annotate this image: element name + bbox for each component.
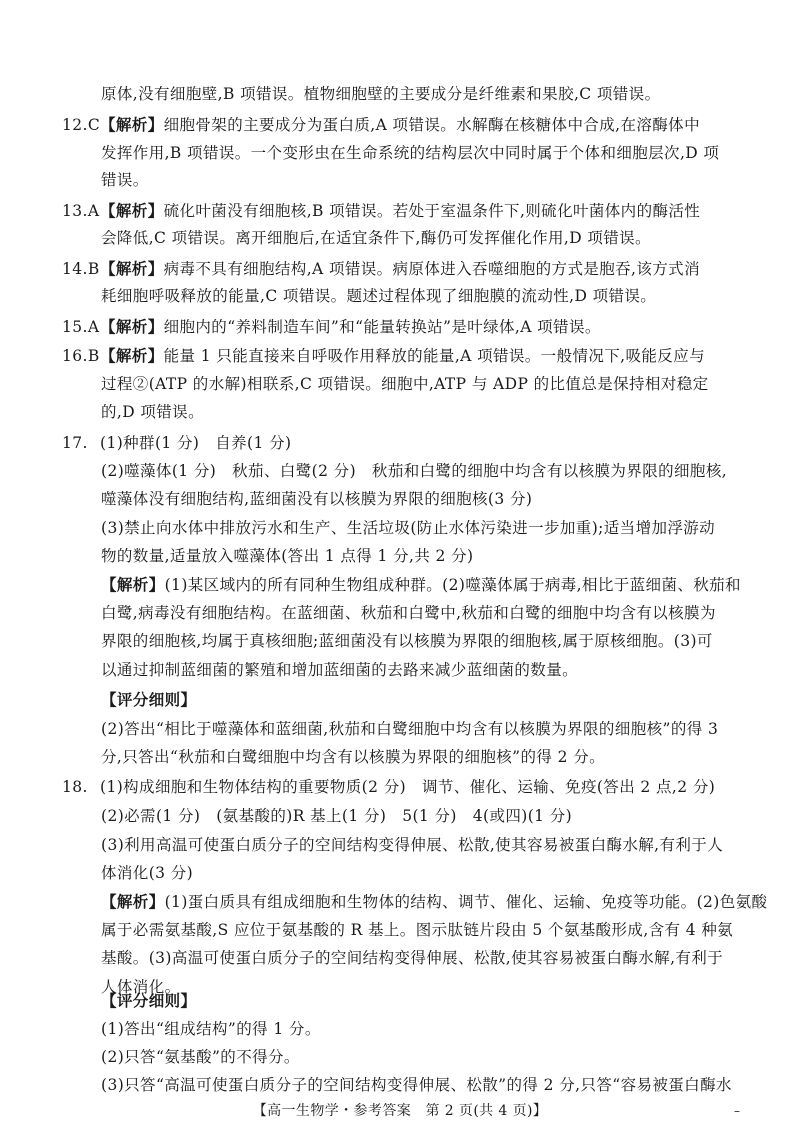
text-line [101,835,723,855]
line-text: (1)答出“组成结构”的得 1 分。 [101,1020,321,1038]
analysis-line [101,892,767,912]
line-text: 的,D 项错误。 [101,403,204,421]
analysis-line [101,575,741,595]
line-text: 错误。 [101,171,149,189]
text-line [101,1019,321,1039]
text-line [101,489,532,509]
scoring-heading [101,991,196,1011]
line-text: (1)构成细胞和生物体结构的重要物质(2 分) 调节、催化、运输、免疫(答出 2 点,2 分) [100,778,716,796]
question-17-line [62,433,291,453]
line-text: (1)种群(1 分) 自养(1 分) [100,434,292,452]
question-number: 12.C [62,116,101,134]
analysis-label: 【解析】 [101,575,165,594]
text-line [101,228,651,248]
line-text: 耗细胞呼吸释放的能量,C 项错误。题述过程体现了细胞膜的流动性,D 项错误。 [101,287,657,305]
line-text: 人体消化。 [101,978,181,996]
text-line [101,1075,732,1095]
question-number: 13.A [62,202,100,220]
line-text: (1)蛋白质具有组成细胞和生物体的结构、调节、催化、运输、免疫等功能。(2)色氨酸 [164,893,768,911]
text-line [101,806,572,826]
line-text: 会降低,C 项错误。离开细胞后,在适宜条件下,酶仍可发挥催化作用,D 项错误。 [101,229,651,247]
text-line [101,461,727,481]
line-text: 硫化叶菌没有细胞核,B 项错误。若处于室温条件下,则硫化叶菌体内的酶活性 [163,202,701,220]
page-footer: 【高一生物学・参考答案 第 2 页(共 4 页)】 [252,1103,548,1119]
line-text: 界限的细胞核,均属于真核细胞;蓝细菌没有以核膜为界限的细胞核,属于原核细胞。(3)可 [101,632,713,650]
line-text: 体消化(3 分) [101,864,194,882]
text-line [101,1047,300,1067]
text-line [101,863,193,883]
question-number: 17. [62,434,88,452]
corner-mark: – [734,1104,740,1118]
text-line [101,84,661,104]
question-number: 14.B [62,260,100,278]
text-line [101,374,709,394]
question-16-line [62,346,705,366]
analysis-label: 【解析】 [100,201,164,220]
analysis-label: 【解析】 [100,346,164,365]
analysis-label: 【解析】 [100,259,164,278]
line-text: (3)只答“高温可使蛋白质分子的空间结构变得伸展、松散”的得 2 分,只答“容易被蛋白酶水 [101,1076,732,1094]
scoring-heading [101,690,196,710]
text-line [101,603,716,623]
question-15-line [62,317,601,337]
analysis-label: 【解析】 [101,892,165,911]
text-line [101,719,718,739]
question-number: 15.A [62,318,100,336]
line-text: (2)答出“相比于噬藻体和蓝细菌,秋茄和白鹭细胞中均含有以核膜为界限的细胞核”的得 3 [101,720,719,738]
text-line [101,170,149,190]
analysis-label: 【解析】 [100,317,164,336]
scoring-label: 【评分细则】 [101,991,197,1010]
line-text: 过程②(ATP 的水解)相联系,C 项错误。细胞中,ATP 与 ADP 的比值总是保持相对稳定 [101,375,709,393]
question-number: 18. [62,778,88,796]
line-text: 属于必需氨基酸,S 应位于氨基酸的 R 基上。图示肽链片段由 5 个氨基酸形成,含有 4 种氨 [101,921,734,939]
text-line [101,546,474,566]
line-text: 物的数量,适量放入噬藻体(答出 1 点得 1 分,共 2 分) [101,547,474,565]
line-text: 分,只答出“秋茄和白鹭细胞中均含有以核膜为界限的细胞核”的得 2 分。 [101,748,605,766]
text-line [101,518,715,538]
text-line [101,631,713,651]
text-line [101,143,719,163]
line-text: 病毒不具有细胞结构,A 项错误。病原体进入吞噬细胞的方式是胞吞,该方式消 [163,260,700,278]
question-14-line [62,259,700,279]
line-text: (2)噬藻体(1 分) 秋茄、白鹭(2 分) 秋茄和白鹭的细胞中均含有以核膜为界限的细胞核, [101,462,728,480]
line-text: (2)只答“氨基酸”的不得分。 [101,1048,300,1066]
line-text: (1)某区域内的所有同种生物组成种群。(2)噬藻体属于病毒,相比于蓝细菌、秋茄和 [164,576,741,594]
line-text: 细胞骨架的主要成分为蛋白质,A 项错误。水解酶在核糖体中合成,在溶酶体中 [163,116,700,134]
line-text: 基酸。(3)高温可使蛋白质分子的空间结构变得伸展、松散,使其容易被蛋白酶水解,有利于 [101,949,724,967]
line-text: (3)禁止向水体中排放污水和生产、生活垃圾(防止水体污染进一步加重);适当增加浮游动 [101,519,716,537]
line-text: (2)必需(1 分) (氨基酸的)R 基上(1 分) 5(1 分) 4(或四)(1 分) [101,807,573,825]
line-text: 以通过抑制蓝细菌的繁殖和增加蓝细菌的去路来减少蓝细菌的数量。 [101,661,579,679]
question-13-line [62,201,700,221]
text-line [101,747,605,767]
text-line [101,286,656,306]
scoring-label: 【评分细则】 [101,690,197,709]
question-18-line [62,777,715,797]
line-text: (3)利用高温可使蛋白质分子的空间结构变得伸展、松散,使其容易被蛋白酶水解,有利于人 [101,836,724,854]
line-text: 能量 1 只能直接来自呼吸作用释放的能量,A 项错误。一般情况下,吸能反应与 [163,347,706,365]
text-line [101,660,578,680]
text-line [101,402,204,422]
question-number: 16.B [62,347,100,365]
line-text: 细胞内的“养料制造车间”和“能量转换站”是叶绿体,A 项错误。 [163,318,601,336]
question-12-line [62,115,700,135]
line-text: 白鹭,病毒没有细胞结构。在蓝细菌、秋茄和白鹭中,秋茄和白鹭的细胞中均含有以核膜为 [101,604,716,622]
line-text: 发挥作用,B 项错误。一个变形虫在生命系统的结构层次中同时属于个体和细胞层次,D 项 [101,144,720,162]
line-text: 噬藻体没有细胞结构,蓝细菌没有以核膜为界限的细胞核(3 分) [101,490,533,508]
text-line [101,948,723,968]
text-line [101,920,733,940]
line-text: 原体,没有细胞壁,B 项错误。植物细胞壁的主要成分是纤维素和果胶,C 项错误。 [101,85,661,103]
analysis-label: 【解析】 [100,115,164,134]
